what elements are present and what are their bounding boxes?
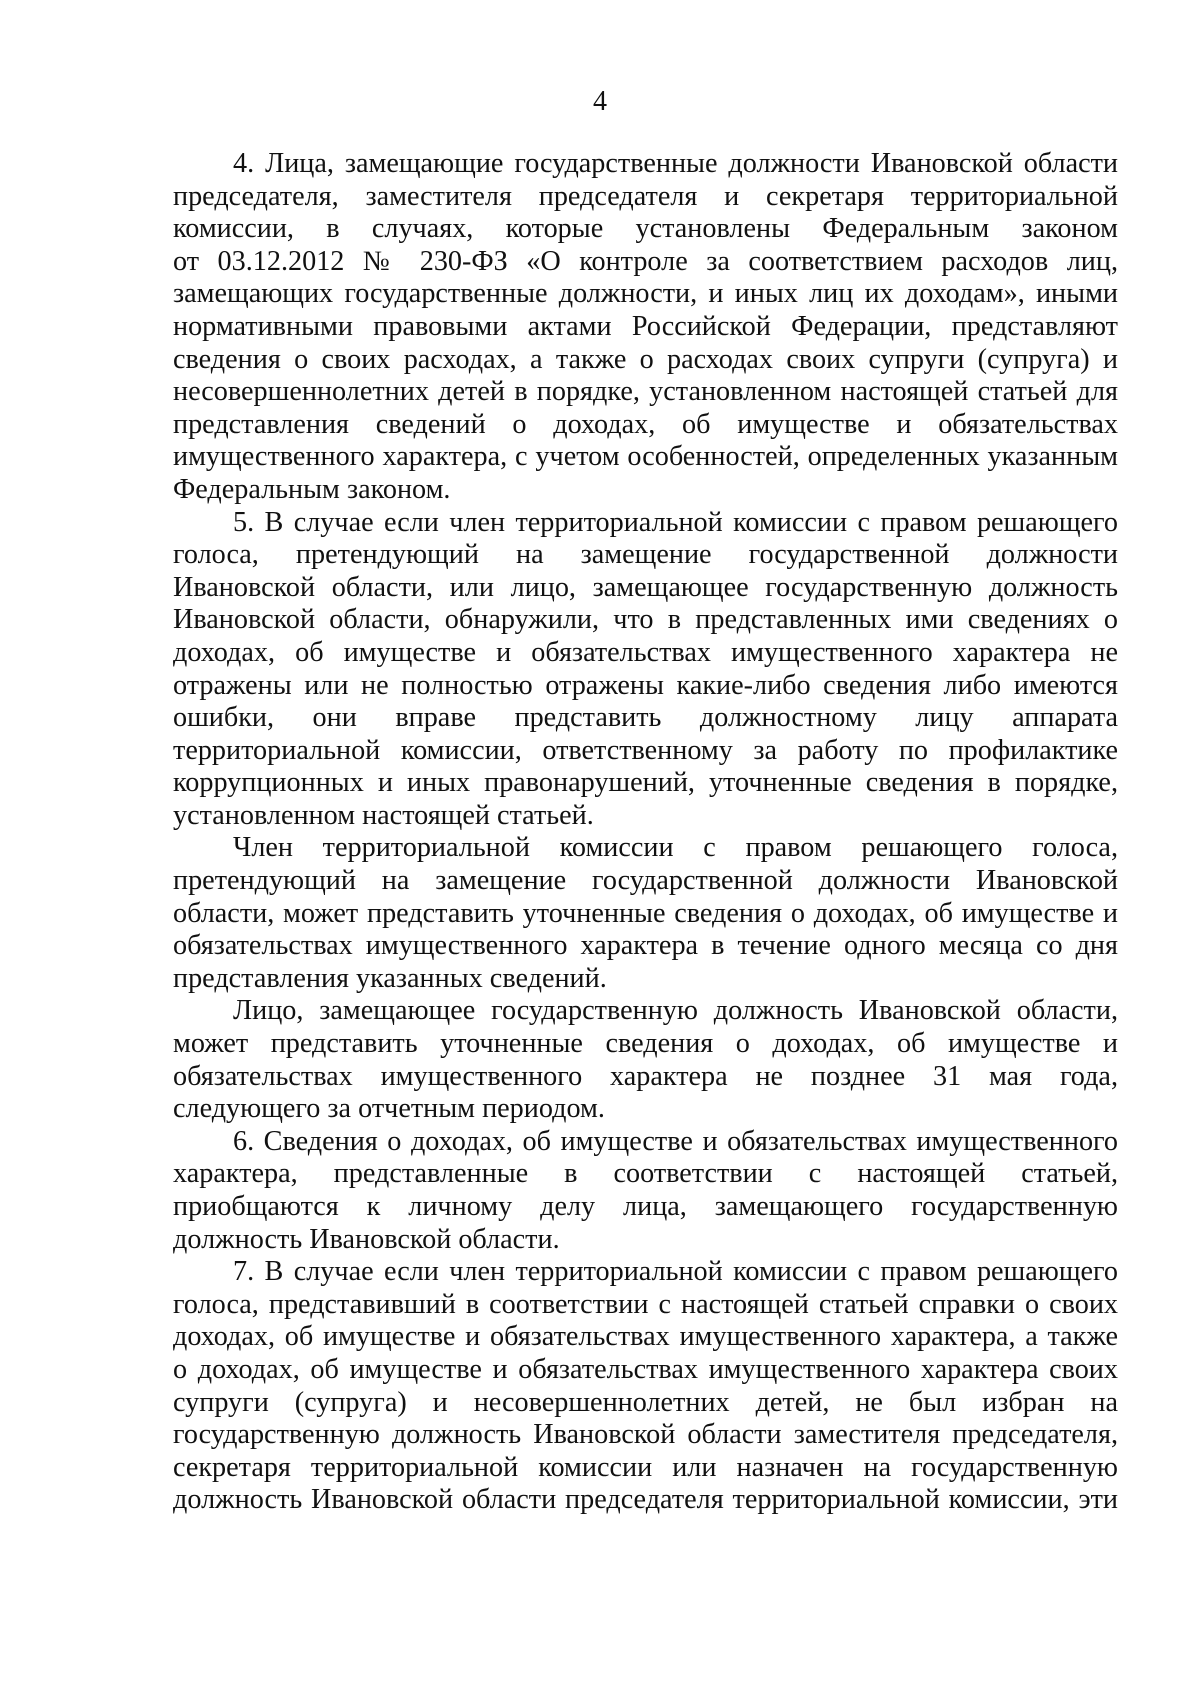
- text-line: доходах, об имуществе и обязательствах имущественного характера, а также: [173, 1321, 1118, 1353]
- text-line: должность Ивановской области председателя территориальной комиссии, эти: [173, 1484, 1118, 1516]
- text-line: комиссии, в случаях, которые установлены Федеральным законом: [173, 213, 1118, 245]
- text-line: Лицо, замещающее государственную должность Ивановской области,: [233, 995, 1118, 1027]
- text-line: секретаря территориальной комиссии или назначен на государственную: [173, 1451, 1118, 1483]
- text-line: несовершеннолетних детей в порядке, установленном настоящей статьей для: [173, 376, 1118, 408]
- paragraph-6: [173, 1126, 1118, 1256]
- text-line: ошибки, они вправе представить должностному лицу аппарата: [173, 702, 1118, 734]
- text-line: представления сведений о доходах, об имуществе и обязательствах: [173, 408, 1118, 440]
- text-line: должность Ивановской области.: [173, 1223, 560, 1255]
- text-line: претендующий на замещение государственной должности Ивановской: [173, 865, 1118, 897]
- text-line: имущественного характера, с учетом особенностей, определенных указанным: [173, 441, 1118, 473]
- text-line: обязательствах имущественного характера не позднее 31 мая года,: [173, 1060, 1118, 1092]
- paragraph-7: [173, 1256, 1118, 1517]
- text-line: представления указанных сведений.: [173, 962, 607, 994]
- text-line: супруги (супруга) и несовершеннолетних детей, не был избран на: [173, 1386, 1118, 1418]
- text-line: Член территориальной комиссии с правом решающего голоса,: [233, 832, 1118, 864]
- text-line: Ивановской области, обнаружили, что в представленных ими сведениях о: [173, 604, 1118, 636]
- text-line: отражены или не полностью отражены какие-либо сведения либо имеются: [173, 669, 1118, 701]
- text-line: 7. В случае если член территориальной комиссии с правом решающего: [233, 1256, 1118, 1288]
- paragraph-5: [173, 507, 1118, 833]
- text-line: 6. Сведения о доходах, об имуществе и обязательствах имущественного: [233, 1125, 1118, 1157]
- text-line: коррупционных и иных правонарушений, уточненные сведения в порядке,: [173, 767, 1118, 799]
- text-line: 4. Лица, замещающие государственные должности Ивановской области: [233, 148, 1118, 179]
- text-line: может представить уточненные сведения о доходах, об имуществе и: [173, 1028, 1118, 1060]
- text-line: голоса, претендующий на замещение государственной должности: [173, 539, 1118, 571]
- paragraph-5-member: [173, 832, 1118, 995]
- text-line: Ивановской области, или лицо, замещающее государственную должность: [173, 571, 1118, 603]
- text-line: о доходах, об имуществе и обязательствах имущественного характера своих: [173, 1353, 1118, 1385]
- page-number: 4: [593, 86, 607, 117]
- text-line: Федеральным законом.: [173, 473, 451, 505]
- text-line: доходах, об имуществе и обязательствах имущественного характера не: [173, 636, 1118, 668]
- text-line: характера, представленные в соответствии с настоящей статьей,: [173, 1158, 1118, 1190]
- text-line: государственную должность Ивановской области заместителя председателя,: [173, 1419, 1118, 1451]
- text-line: председателя, заместителя председателя и секретаря территориальной: [173, 180, 1118, 212]
- text-line: нормативными правовыми актами Российской Федерации, представляют: [173, 310, 1118, 342]
- text-line: сведения о своих расходах, а также о расходах своих супруги (супруга) и: [173, 343, 1118, 375]
- document-body: [173, 148, 1118, 1517]
- text-line: обязательствах имущественного характера в течение одного месяца со дня: [173, 930, 1118, 962]
- text-line: голоса, представивший в соответствии с настоящей статьей справки о своих: [173, 1288, 1118, 1320]
- text-line: замещающих государственные должности, и иных лиц их доходам», иными: [173, 278, 1118, 310]
- text-line: территориальной комиссии, ответственному за работу по профилактике: [173, 734, 1118, 766]
- text-line: приобщаются к личному делу лица, замещающего государственную: [173, 1191, 1118, 1222]
- text-line: от 03.12.2012 № 230-ФЗ «О контроле за соответствием расходов лиц,: [173, 245, 1118, 277]
- text-line: области, может представить уточненные сведения о доходах, об имуществе и: [173, 897, 1118, 929]
- text-line: следующего за отчетным периодом.: [173, 1093, 605, 1125]
- paragraph-5-official: [173, 995, 1118, 1125]
- text-line: установленном настоящей статьей.: [173, 799, 594, 831]
- text-line: 5. В случае если член территориальной комиссии с правом решающего: [233, 506, 1118, 538]
- paragraph-4: [173, 148, 1118, 507]
